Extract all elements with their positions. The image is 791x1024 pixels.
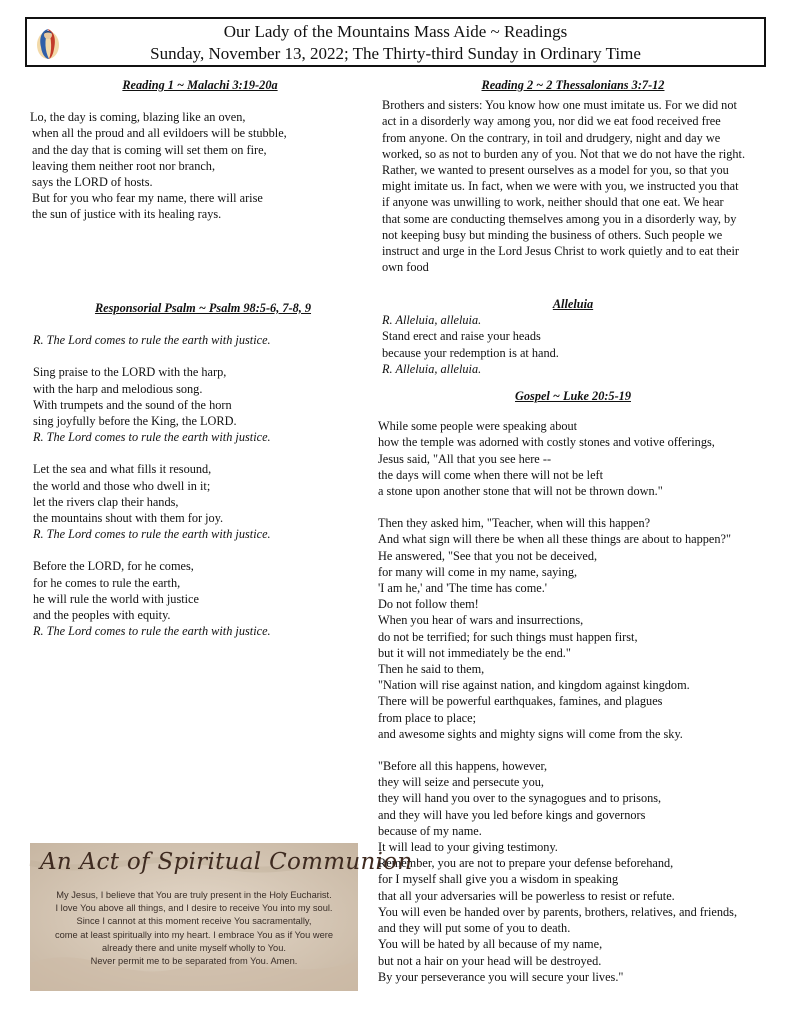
psalm-line: Let the sea and what fills it resound, (33, 462, 212, 477)
communion-line: My Jesus, I believe that You are truly present in the Holy Eucharist. (56, 890, 332, 900)
communion-prayer (36, 889, 352, 968)
psalm-line: sing joyfully before the King, the LORD. (33, 414, 237, 429)
gospel-line: You will even be handed over by parents, brothers, relatives, and friends, (378, 904, 738, 919)
gospel-line: Then he said to them, (378, 662, 485, 677)
gospel-line: that all your adversaries will be powerless to resist or refute. (378, 888, 675, 903)
gospel-section (378, 388, 768, 985)
reading-2-line: from anyone. On the contrary, in toil and drudgery, night and day we (382, 130, 721, 145)
gospel-line: and they will put some of you to death. (378, 921, 571, 936)
psalm-refrain: R. The Lord comes to rule the earth with justice. (33, 333, 271, 348)
psalm-line: With trumpets and the sound of the horn (33, 397, 232, 412)
reading-2-line: might imitate us. In fact, when we were with you, we instructed you that (382, 179, 739, 194)
reading-2-line: worked, so as not to burden any of you. Not that we do not have the right. (382, 146, 746, 161)
alleluia-section (382, 296, 764, 377)
reading-1-line: says the LORD of hosts. (32, 175, 153, 190)
gospel-line: There will be powerful earthquakes, famines, and plagues (378, 694, 663, 709)
gospel-line: because of my name. (378, 823, 482, 838)
gospel-title: Gospel ~ Luke 20:5-19 (515, 389, 631, 403)
reading-2-line: act in a disorderly way among you, nor did we eat food received free (382, 114, 721, 129)
reading-2-line: not keeping busy but minding the business of others. Such people we (382, 227, 723, 242)
psalm-refrain: R. The Lord comes to rule the earth with justice. (33, 527, 271, 542)
alleluia-line: because your redemption is at hand. (382, 345, 559, 360)
gospel-line: And what sign will there be when all these things are about to happen?" (378, 532, 731, 547)
communion-line: already there and unite myself wholly to You. (102, 942, 286, 953)
gospel-line: "Before all this happens, however, (378, 759, 548, 774)
reading-1-line: when all the proud and all evildoers will be stubble, (32, 126, 287, 141)
gospel-line: a stone upon another stone that will not be thrown down." (378, 484, 663, 499)
psalm-line: for he comes to rule the earth, (33, 575, 181, 590)
reading-2-line: instruct and urge in the Lord Jesus Christ to work quietly and to eat their (382, 244, 739, 259)
gospel-line: Then they asked him, "Teacher, when will this happen? (378, 516, 651, 531)
psalm-refrain: R. The Lord comes to rule the earth with justice. (33, 430, 271, 445)
psalm-line: he will rule the world with justice (33, 591, 199, 606)
psalm-line: Sing praise to the LORD with the harp, (33, 365, 227, 380)
communion-line: come at least spiritually into my heart. I embrace You as if You were (54, 929, 334, 940)
reading-2-line: own food (382, 260, 429, 275)
gospel-line: they will seize and persecute you, (378, 775, 544, 790)
gospel-line: You will be hated by all because of my name, (378, 937, 603, 952)
reading-1-line: the sun of justice with its healing rays. (32, 207, 222, 222)
communion-line: Since I cannot at this moment receive You sacramentally, (76, 916, 312, 927)
gospel-line: but not a hair on your head will be destroyed. (378, 953, 602, 968)
header-title: Our Lady of the Mountains Mass Aide ~ Readings (223, 22, 568, 41)
reading-2-section (382, 77, 764, 275)
reading-1-line: and the day that is coming will set them on fire, (32, 142, 267, 157)
reading-1-title: Reading 1 ~ Malachi 3:19-20a (122, 78, 278, 92)
reading-2-title: Reading 2 ~ 2 Thessalonians 3:7-12 (481, 78, 665, 92)
alleluia-refrain: R. Alleluia, alleluia. (382, 313, 482, 328)
reading-1-line: But for you who fear my name, there will arise (32, 191, 263, 206)
reading-2-line: that some are conducting themselves among you in a disorderly way, by (382, 211, 737, 226)
psalm-line: Before the LORD, for he comes, (33, 559, 194, 574)
page-header (25, 17, 766, 67)
gospel-line: Remember, you are not to prepare your defense beforehand, (378, 856, 674, 871)
gospel-line: they will hand you over to the synagogues and to prisons, (378, 791, 662, 806)
gospel-line: Do not follow them! (378, 597, 479, 612)
alleluia-refrain: R. Alleluia, alleluia. (382, 361, 482, 376)
gospel-line: When you hear of wars and insurrections, (378, 613, 584, 628)
reading-2-line: Brothers and sisters: You know how one must imitate us. For we did not (382, 98, 737, 113)
gospel-line: but it will not immediately be the end." (378, 645, 571, 660)
reading-1-section (30, 77, 370, 223)
psalm-refrain: R. The Lord comes to rule the earth with justice. (33, 624, 271, 639)
gospel-line: By your perseverance you will secure your lives." (378, 969, 624, 984)
gospel-line: "Nation will rise against nation, and kingdom against kingdom. (378, 678, 690, 693)
psalm-line: the world and those who dwell in it; (33, 478, 211, 493)
reading-1-line: leaving them neither root nor branch, (32, 158, 216, 173)
reading-1-line: Lo, the day is coming, blazing like an oven, (30, 110, 246, 125)
gospel-line: While some people were speaking about (378, 419, 578, 434)
communion-title: An Act of Spiritual Communion (40, 849, 413, 875)
gospel-line: the days will come when there will not be left (378, 467, 604, 482)
alleluia-line: Stand erect and raise your heads (382, 329, 541, 344)
psalm-section (33, 300, 373, 639)
psalm-title: Responsorial Psalm ~ Psalm 98:5-6, 7-8, 9 (94, 301, 312, 315)
psalm-line: with the harp and melodious song. (33, 381, 203, 396)
reading-2-line: Rather, we wanted to present ourselves as a model for you, so that you (382, 163, 729, 178)
gospel-line: It will lead to your giving testimony. (378, 840, 558, 855)
psalm-line: the mountains shout with them for joy. (33, 511, 224, 526)
communion-line: I love You above all things, and I desire to receive You into my soul. (55, 903, 333, 914)
psalm-line: and the peoples with equity. (33, 608, 171, 623)
gospel-line: for I myself shall give you a wisdom in speaking (378, 872, 619, 887)
communion-line: Never permit me to be separated from You. Amen. (90, 956, 298, 967)
gospel-line: Jesus said, "All that you see here -- (378, 451, 552, 466)
alleluia-title: Alleluia (552, 297, 594, 311)
spiritual-communion-card (30, 843, 413, 991)
reading-2-line: if anyone was unwilling to work, neither should that one eat. We hear (382, 195, 724, 210)
gospel-line: from place to place; (378, 710, 476, 725)
psalm-line: let the rivers clap their hands, (33, 494, 179, 509)
gospel-line: for many will come in my name, saying, (378, 564, 578, 579)
gospel-line: 'I am he,' and 'The time has come.' (378, 581, 548, 596)
gospel-line: and they will have you led before kings and governors (378, 807, 646, 822)
gospel-line: do not be terrified; for such things must happen first, (378, 629, 638, 644)
gospel-line: and awesome sights and mighty signs will come from the sky. (378, 726, 683, 741)
header-date: Sunday, November 13, 2022; The Thirty-third Sunday in Ordinary Time (150, 44, 641, 63)
gospel-line: He answered, "See that you not be deceived, (378, 548, 598, 563)
gospel-line: how the temple was adorned with costly stones and votive offerings, (378, 435, 715, 450)
